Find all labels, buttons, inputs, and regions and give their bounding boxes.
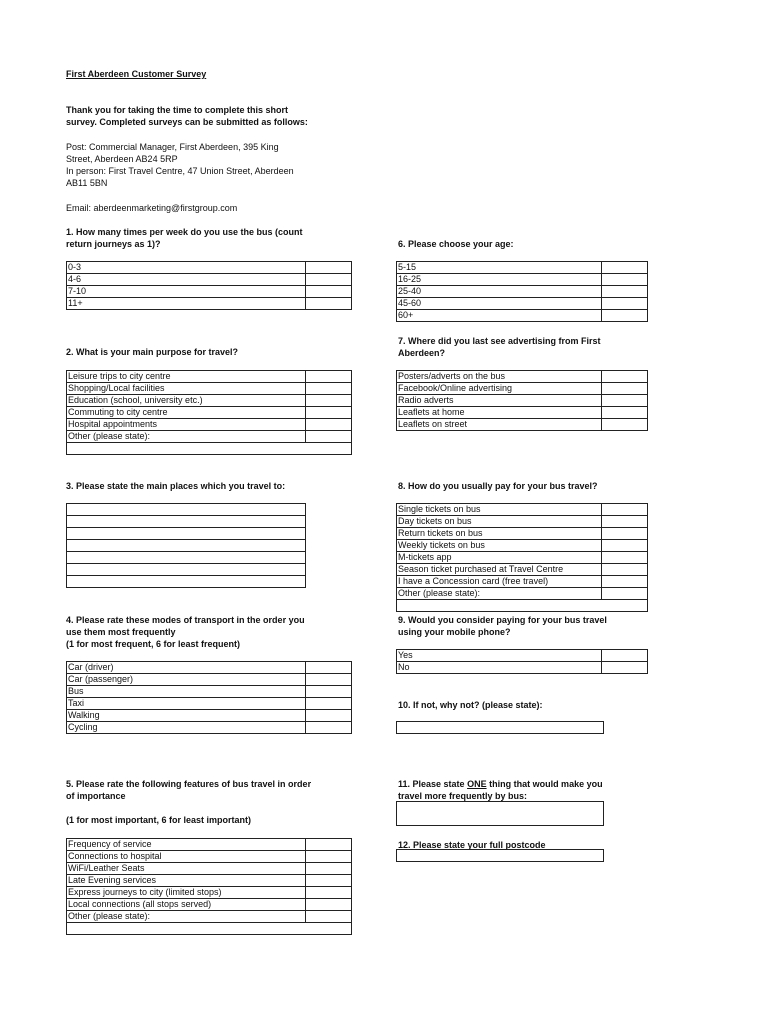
option-label: 5-15 [397,262,602,274]
table-row [397,600,648,612]
option-label: Education (school, university etc.) [67,395,306,407]
answer-cell[interactable] [602,516,648,528]
q9-table [396,649,648,674]
table-row [397,395,648,407]
option-label: Connections to hospital [67,851,306,863]
table-row [397,407,648,419]
answer-cell[interactable] [602,407,648,419]
q4-label-line-3: (1 for most frequent, 6 for least frequent) [66,639,241,649]
table-row [397,552,648,564]
answer-cell[interactable] [67,504,306,516]
table-row [67,564,306,576]
intro-line-2: survey. Completed surveys can be submitted as follows: [66,117,308,127]
option-label: Other (please state): [67,431,306,443]
answer-cell[interactable] [602,310,648,322]
option-label: Facebook/Online advertising [397,383,602,395]
option-label: Single tickets on bus [397,504,602,516]
post-address-line-1: Post: Commercial Manager, First Aberdeen, 395 King [66,142,279,152]
table-row [67,540,306,552]
q7-label-line-1: 7. Where did you last see advertising from First [398,336,601,346]
answer-cell[interactable] [602,650,648,662]
table-row [67,371,352,383]
answer-cell[interactable] [67,552,306,564]
answer-cell[interactable] [306,698,352,710]
table-row [397,528,648,540]
option-label: Walking [67,710,306,722]
answer-cell[interactable] [602,528,648,540]
q9-label-line-1: 9. Would you consider paying for your bus travel [398,615,607,625]
other-input-cell[interactable] [397,600,648,612]
answer-cell[interactable] [306,286,352,298]
table-row [67,407,352,419]
option-label: Cycling [67,722,306,734]
answer-cell[interactable] [67,516,306,528]
q11-answer-box[interactable] [396,801,604,826]
table-row [67,552,306,564]
table-row [397,274,648,286]
answer-cell[interactable] [306,875,352,887]
option-label: Commuting to city centre [67,407,306,419]
option-label: Late Evening services [67,875,306,887]
option-label: Posters/adverts on the bus [397,371,602,383]
answer-cell[interactable] [306,298,352,310]
table-row [67,674,352,686]
q2-label: 2. What is your main purpose for travel? [66,347,239,357]
answer-cell[interactable] [306,383,352,395]
option-label: Season ticket purchased at Travel Centre [397,564,602,576]
option-label: Radio adverts [397,395,602,407]
table-row [67,516,306,528]
option-label: Yes [397,650,602,662]
answer-cell[interactable] [602,419,648,431]
q8-table [396,503,648,612]
table-row [67,923,352,935]
option-label: Day tickets on bus [397,516,602,528]
answer-cell[interactable] [602,274,648,286]
q6-label: 6. Please choose your age: [398,239,514,249]
answer-cell[interactable] [67,576,306,588]
option-label: Return tickets on bus [397,528,602,540]
answer-cell[interactable] [602,504,648,516]
answer-cell[interactable] [306,262,352,274]
q6-table [396,261,648,322]
answer-cell[interactable] [306,274,352,286]
answer-cell[interactable] [602,383,648,395]
q9-label-line-2: using your mobile phone? [398,627,511,637]
q12-label: 12. Please state your full postcode [398,840,546,850]
table-row [67,528,306,540]
option-label: Leaflets on street [397,419,602,431]
option-label: M-tickets app [397,552,602,564]
table-row [67,383,352,395]
table-row [397,310,648,322]
table-row [397,262,648,274]
in-person-line-2: AB11 5BN [66,178,108,188]
table-row [67,899,352,911]
table-row [397,564,648,576]
table-row [67,863,352,875]
option-label: Other (please state): [397,588,602,600]
table-row [67,395,352,407]
option-label: 11+ [67,298,306,310]
q1-label-line-1: 1. How many times per week do you use the bus (count [66,227,303,237]
table-row [67,504,306,516]
table-row [397,419,648,431]
answer-cell[interactable] [306,674,352,686]
answer-cell[interactable] [306,911,352,923]
q4-label-line-1: 4. Please rate these modes of transport in the order you [66,615,305,625]
option-label: 0-3 [67,262,306,274]
q2-table [66,370,352,455]
table-row [67,722,352,734]
table-row [397,383,648,395]
option-label: Hospital appointments [67,419,306,431]
intro-line-1: Thank you for taking the time to complete this short [66,105,289,115]
table-row [67,576,306,588]
table-row [397,662,648,674]
table-row [397,371,648,383]
q10-label: 10. If not, why not? (please state): [398,700,543,710]
q1-table [66,261,352,310]
answer-cell[interactable] [602,395,648,407]
q5-table [66,838,352,935]
answer-cell[interactable] [306,863,352,875]
table-row [67,887,352,899]
table-row [67,431,352,443]
answer-cell[interactable] [306,839,352,851]
answer-cell[interactable] [306,710,352,722]
option-label: 25-40 [397,286,602,298]
page-title: First Aberdeen Customer Survey [66,69,207,79]
in-person-line-1: In person: First Travel Centre, 47 Union Street, Aberdeen [66,166,294,176]
option-label: No [397,662,602,674]
option-label: Express journeys to city (limited stops) [67,887,306,899]
option-label: 4-6 [67,274,306,286]
option-label: WiFi/Leather Seats [67,863,306,875]
option-label: Car (driver) [67,662,306,674]
q5-label-line-2: of importance [66,791,126,801]
answer-cell[interactable] [306,887,352,899]
answer-cell[interactable] [602,564,648,576]
q5-label-line-1: 5. Please rate the following features of bus travel in order [66,779,312,789]
q8-label: 8. How do you usually pay for your bus travel? [398,481,598,491]
option-label: Local connections (all stops served) [67,899,306,911]
q11-post: thing that would make you [486,779,603,789]
answer-cell[interactable] [602,286,648,298]
other-input-cell[interactable] [67,923,352,935]
q11-label-line-2: travel more frequently by bus: [398,791,528,801]
table-row [67,839,352,851]
table-row [397,588,648,600]
answer-cell[interactable] [602,371,648,383]
other-input-cell[interactable] [67,443,352,455]
q7-table [396,370,648,431]
option-label: Other (please state): [67,911,306,923]
option-label: 16-25 [397,274,602,286]
answer-cell[interactable] [602,588,648,600]
table-row [397,286,648,298]
q10-answer-box[interactable] [396,721,604,734]
q7-label-line-2: Aberdeen? [398,348,446,358]
option-label: 7-10 [67,286,306,298]
option-label: I have a Concession card (free travel) [397,576,602,588]
option-label: Taxi [67,698,306,710]
post-address-line-2: Street, Aberdeen AB24 5RP [66,154,178,164]
answer-cell[interactable] [602,662,648,674]
answer-cell[interactable] [602,298,648,310]
answer-cell[interactable] [306,419,352,431]
option-label: Leaflets at home [397,407,602,419]
answer-cell[interactable] [602,262,648,274]
table-row [67,698,352,710]
option-label: Weekly tickets on bus [397,540,602,552]
answer-cell[interactable] [306,371,352,383]
q12-answer-box[interactable] [396,849,604,862]
table-row [67,851,352,863]
table-row [67,298,352,310]
table-row [397,576,648,588]
answer-cell[interactable] [306,686,352,698]
option-label: Frequency of service [67,839,306,851]
answer-cell[interactable] [306,722,352,734]
answer-cell[interactable] [602,540,648,552]
table-row [67,911,352,923]
q5-label-line-3: (1 for most important, 6 for least important) [66,815,252,825]
table-row [397,650,648,662]
table-row [67,686,352,698]
answer-cell[interactable] [306,662,352,674]
q11-emphasis: ONE [467,779,487,789]
q3-label: 3. Please state the main places which you travel to: [66,481,286,491]
q4-label-line-2: use them most frequently [66,627,176,637]
answer-cell[interactable] [306,851,352,863]
answer-cell[interactable] [67,540,306,552]
table-row [67,274,352,286]
table-row [67,662,352,674]
option-label: Bus [67,686,306,698]
table-row [397,516,648,528]
table-row [67,875,352,887]
table-row [67,419,352,431]
option-label: Shopping/Local facilities [67,383,306,395]
table-row [397,504,648,516]
q11-label-line-1 [398,778,603,790]
table-row [67,262,352,274]
table-row [67,286,352,298]
table-row [67,710,352,722]
answer-cell[interactable] [306,899,352,911]
option-label: 60+ [397,310,602,322]
option-label: Car (passenger) [67,674,306,686]
answer-cell[interactable] [602,576,648,588]
email-line: Email: aberdeenmarketing@firstgroup.com [66,203,238,213]
q4-table [66,661,352,734]
q3-table [66,503,306,588]
answer-cell[interactable] [306,395,352,407]
q11-pre: 11. Please state [398,779,468,789]
answer-cell[interactable] [306,407,352,419]
option-label: Leisure trips to city centre [67,371,306,383]
option-label: 45-60 [397,298,602,310]
answer-cell[interactable] [67,528,306,540]
table-row [397,298,648,310]
table-row [67,443,352,455]
table-row [397,540,648,552]
answer-cell[interactable] [306,431,352,443]
q1-label-line-2: return journeys as 1)? [66,239,161,249]
answer-cell[interactable] [67,564,306,576]
answer-cell[interactable] [602,552,648,564]
